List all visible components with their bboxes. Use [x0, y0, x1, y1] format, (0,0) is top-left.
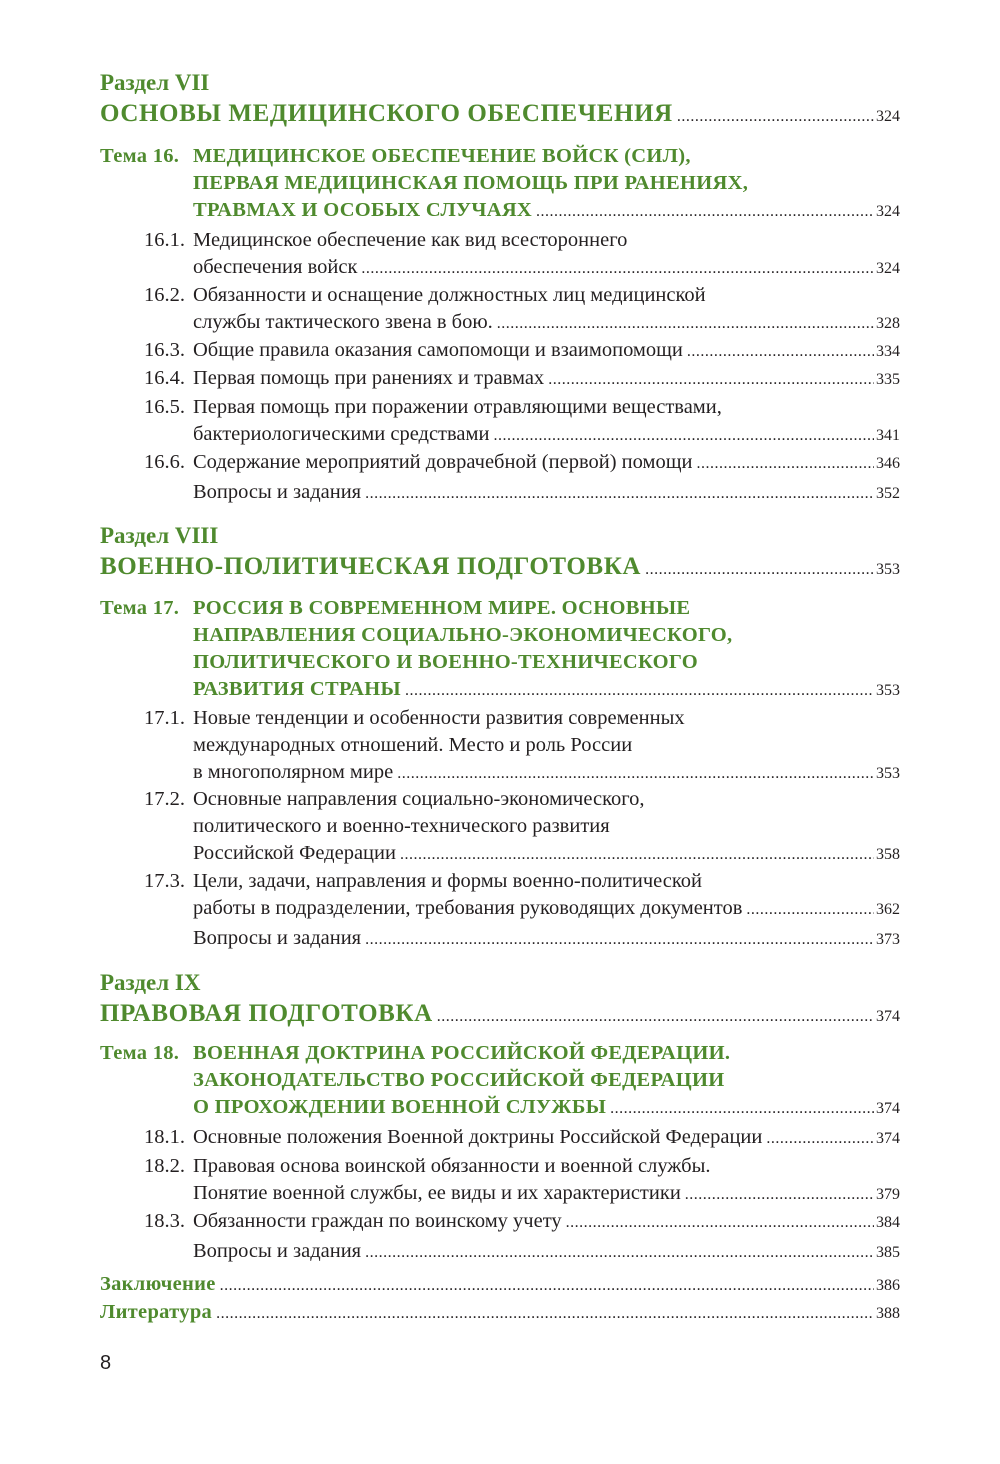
dot-leader	[493, 427, 874, 445]
list-item	[193, 842, 900, 865]
dot-leader	[497, 315, 874, 333]
page-ref: 386	[876, 1277, 900, 1294]
list-item	[144, 788, 900, 811]
item-title: обеспечения войск	[193, 256, 358, 278]
item-title: службы тактического звена в бою.	[193, 311, 493, 333]
item-title: Основные положения Военной доктрины Российской Федерации	[193, 1126, 763, 1148]
list-item	[144, 284, 900, 307]
item-title: Общие правила оказания самопомощи и взаимопомощи	[193, 339, 683, 361]
dot-leader	[361, 260, 874, 278]
dot-leader	[766, 1130, 874, 1148]
topic-line	[100, 1042, 900, 1065]
page-ref: 373	[876, 931, 900, 948]
topic-title-text: МЕДИЦИНСКОЕ ОБЕСПЕЧЕНИЕ ВОЙСК (СИЛ),	[193, 145, 691, 167]
page-ref: 362	[876, 901, 900, 918]
page-ref: 353	[876, 561, 900, 578]
topic-line	[100, 597, 900, 620]
item-title: Содержание мероприятий доврачебной (первой) помощи	[193, 451, 693, 473]
page-ref: 334	[876, 343, 900, 360]
list-item	[144, 396, 900, 419]
list-item	[144, 1155, 900, 1178]
page-ref: 384	[876, 1214, 900, 1231]
item-number: 17.2.	[144, 788, 185, 810]
item-title: Медицинское обеспечение как вид всестороннего	[193, 229, 628, 251]
dot-leader	[216, 1305, 874, 1323]
dot-leader	[566, 1214, 874, 1232]
topic-line	[193, 199, 900, 222]
back-matter-title: Заключение	[100, 1273, 216, 1295]
page-ref: 341	[876, 427, 900, 444]
dot-leader	[365, 485, 874, 503]
topic-title-text: ЗАКОНОДАТЕЛЬСТВО РОССИЙСКОЙ ФЕДЕРАЦИИ	[193, 1069, 725, 1091]
section-label-text: Раздел VIII	[100, 523, 219, 548]
dot-leader	[400, 846, 874, 864]
page-ref: 324	[876, 203, 900, 220]
item-title: международных отношений. Место и роль России	[193, 734, 633, 756]
back-matter-item	[100, 1301, 900, 1324]
dot-leader	[696, 455, 874, 473]
list-item	[144, 870, 900, 893]
item-title: Вопросы и задания	[193, 927, 362, 949]
topic-title-text: РАЗВИТИЯ СТРАНЫ	[193, 678, 401, 700]
list-item	[144, 707, 900, 730]
item-title: Новые тенденции и особенности развития современных	[193, 707, 685, 729]
list-item	[193, 1240, 900, 1263]
list-item	[144, 1126, 900, 1149]
back-matter-title: Литература	[100, 1301, 213, 1323]
topic-title-text: ПЕРВАЯ МЕДИЦИНСКАЯ ПОМОЩЬ ПРИ РАНЕНИЯХ,	[193, 172, 749, 194]
dot-leader	[687, 343, 874, 361]
section-label-text: Раздел VII	[100, 70, 210, 95]
topic-number: Тема 17.	[100, 597, 180, 619]
item-title: работы в подразделении, требования руководящих документов	[193, 897, 743, 919]
item-title: Понятие военной службы, ее виды и их характеристики	[193, 1182, 681, 1204]
dot-leader	[685, 1186, 874, 1204]
dot-leader	[365, 1244, 874, 1262]
item-number: 18.2.	[144, 1155, 185, 1177]
topic-number: Тема 16.	[100, 145, 180, 167]
topic-title-text: НАПРАВЛЕНИЯ СОЦИАЛЬНО-ЭКОНОМИЧЕСКОГО,	[193, 624, 733, 646]
page-number: 8	[100, 1352, 112, 1374]
section-label-text: Раздел IX	[100, 970, 201, 995]
item-number: 16.2.	[144, 284, 185, 306]
topic-number: Тема 18.	[100, 1042, 180, 1064]
section-title-text: ОСНОВЫ МЕДИЦИНСКОГО ОБЕСПЕЧЕНИЯ	[100, 100, 673, 127]
dot-leader	[677, 108, 874, 126]
list-item	[193, 897, 900, 920]
dot-leader	[397, 765, 874, 783]
page-ref: 352	[876, 485, 900, 502]
list-item	[193, 311, 900, 334]
item-number: 17.1.	[144, 707, 185, 729]
list-item	[144, 367, 900, 390]
page-ref: 358	[876, 846, 900, 863]
page-ref: 328	[876, 315, 900, 332]
topic-line	[193, 1069, 900, 1092]
list-item	[144, 451, 900, 474]
list-item	[193, 761, 900, 784]
section-label	[100, 970, 900, 996]
topic-line	[193, 172, 900, 195]
page-ref: 335	[876, 371, 900, 388]
item-title: Основные направления социально-экономического,	[193, 788, 645, 810]
page-ref: 374	[876, 1100, 900, 1117]
dot-leader	[746, 901, 874, 919]
topic-title-text: РОССИЯ В СОВРЕМЕННОМ МИРЕ. ОСНОВНЫЕ	[193, 597, 691, 619]
item-title: Обязанности граждан по воинскому учету	[193, 1210, 562, 1232]
item-number: 16.6.	[144, 451, 185, 473]
item-number: 16.1.	[144, 229, 185, 251]
page-ref: 379	[876, 1186, 900, 1203]
topic-title-text: ТРАВМАХ И ОСОБЫХ СЛУЧАЯХ	[193, 199, 533, 221]
item-number: 17.3.	[144, 870, 185, 892]
section-title-text: ВОЕННО-ПОЛИТИЧЕСКАЯ ПОДГОТОВКА	[100, 553, 642, 580]
topic-line	[193, 1096, 900, 1119]
item-number: 16.4.	[144, 367, 185, 389]
topic-title-text: ПОЛИТИЧЕСКОГО И ВОЕННО-ТЕХНИЧЕСКОГО	[193, 651, 699, 673]
list-item	[144, 1210, 900, 1233]
page-ref: 385	[876, 1244, 900, 1261]
item-title: Цели, задачи, направления и формы военно-политической	[193, 870, 702, 892]
item-title: бактериологическими средствами	[193, 423, 490, 445]
dot-leader	[405, 682, 874, 700]
page-ref: 353	[876, 765, 900, 782]
item-title: Первая помощь при ранениях и травмах	[193, 367, 545, 389]
item-title: Правовая основа воинской обязанности и военной службы.	[193, 1155, 711, 1177]
dot-leader	[365, 931, 874, 949]
page-ref: 324	[876, 108, 900, 125]
page-ref: 374	[876, 1008, 900, 1025]
section-title	[100, 553, 900, 581]
item-title: Российской Федерации	[193, 842, 396, 864]
item-title: Вопросы и задания	[193, 481, 362, 503]
section-label	[100, 523, 900, 549]
dot-leader	[437, 1008, 874, 1026]
topic-line	[193, 678, 900, 701]
dot-leader	[610, 1100, 874, 1118]
page-ref: 374	[876, 1130, 900, 1147]
dot-leader	[548, 371, 874, 389]
item-number: 18.3.	[144, 1210, 185, 1232]
dot-leader	[536, 203, 874, 221]
list-item	[193, 815, 900, 838]
section-title	[100, 1000, 900, 1028]
back-matter-item	[100, 1273, 900, 1296]
list-item	[193, 481, 900, 504]
dot-leader	[220, 1277, 874, 1295]
item-number: 18.1.	[144, 1126, 185, 1148]
section-title-text: ПРАВОВАЯ ПОДГОТОВКА	[100, 1000, 433, 1027]
section-title	[100, 100, 900, 128]
list-item	[193, 927, 900, 950]
page-ref: 353	[876, 682, 900, 699]
item-title: Вопросы и задания	[193, 1240, 362, 1262]
page-ref: 388	[876, 1305, 900, 1322]
list-item	[193, 256, 900, 279]
list-item	[193, 1182, 900, 1205]
topic-line	[100, 145, 900, 168]
page-ref: 324	[876, 260, 900, 277]
topic-line	[193, 651, 900, 674]
item-number: 16.3.	[144, 339, 185, 361]
item-title: в многополярном мире	[193, 761, 394, 783]
page-ref: 346	[876, 455, 900, 472]
item-title: Обязанности и оснащение должностных лиц медицинской	[193, 284, 706, 306]
item-title: политического и военно-технического развития	[193, 815, 610, 837]
list-item	[193, 423, 900, 446]
item-title: Первая помощь при поражении отравляющими веществами,	[193, 396, 722, 418]
dot-leader	[645, 561, 874, 579]
list-item	[144, 229, 900, 252]
topic-title-text: О ПРОХОЖДЕНИИ ВОЕННОЙ СЛУЖБЫ	[193, 1096, 607, 1118]
section-label	[100, 70, 900, 96]
list-item	[193, 734, 900, 757]
topic-title-text: ВОЕННАЯ ДОКТРИНА РОССИЙСКОЙ ФЕДЕРАЦИИ.	[193, 1042, 731, 1064]
topic-line	[193, 624, 900, 647]
list-item	[144, 339, 900, 362]
item-number: 16.5.	[144, 396, 185, 418]
